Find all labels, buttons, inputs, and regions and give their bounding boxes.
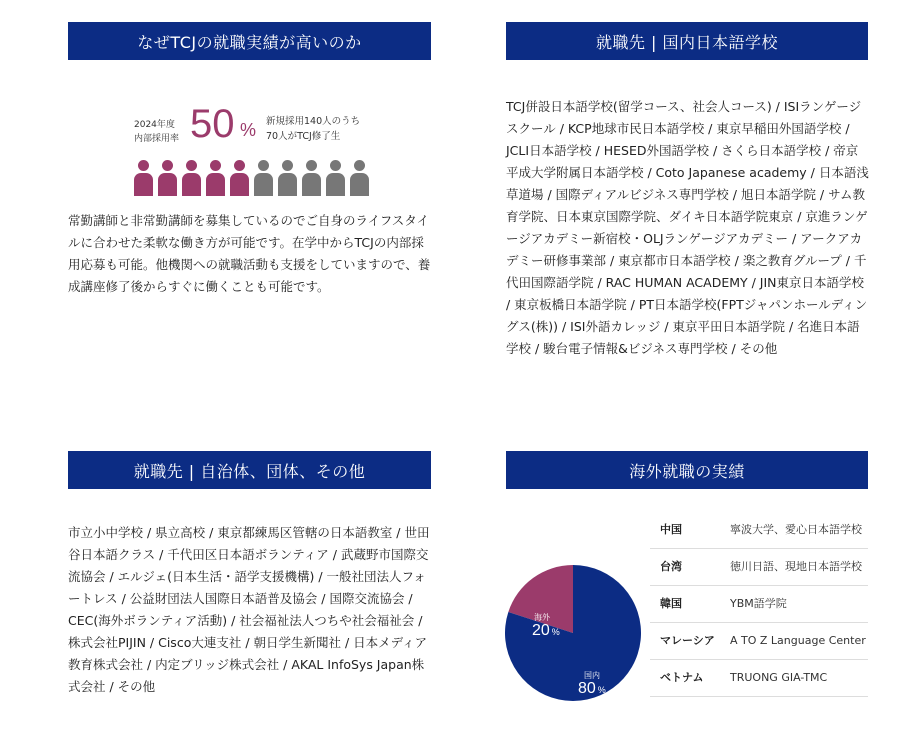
section-header-overseas	[506, 451, 868, 489]
stat-label-year: 2024年度	[134, 120, 175, 130]
country-employers: YBM語学院	[730, 597, 787, 610]
section-title: 就職先 | 自治体、団体、その他	[133, 461, 366, 481]
country-employers: A TO Z Language Center	[730, 634, 866, 647]
section-header-orgs	[68, 451, 431, 489]
orgs-list: 市立小中学校 / 県立高校 / 東京都練馬区管轄の日本語教室 / 世田谷日本語クラス / 千代田区日本語ボランティア / 武蔵野市国際交流協会 / エルジェ(日本生活・語学支援機構) / 一般社団法人フォートレス / 公益財団法人国際日本語普及協会 / 国際交流協会 / CEC(海外ボランティア活動) / 社会福祉法人つちや社会福祉会 / 株式会社PIJIN / Cisco大連支社 / 朝日学生新聞社 / 日本メディア教育株式会社 / 内定ブリッジ株式会社 / AKAL InfoSys Japan株式会社 / その他	[68, 525, 430, 694]
person-icon	[182, 160, 201, 196]
pie-value-unit: %	[597, 685, 606, 695]
country-employers: 寧波大学、愛心日本語学校	[730, 523, 862, 536]
country-name: 台湾	[660, 560, 682, 573]
overseas-country-table	[650, 512, 868, 697]
person-icon	[350, 160, 369, 196]
table-row	[650, 586, 868, 623]
stat-percent-sign: %	[240, 120, 257, 140]
country-name: マレーシア	[660, 634, 715, 647]
section-title: 就職先 | 国内日本語学校	[595, 32, 779, 52]
person-icon	[158, 160, 177, 196]
stat-note	[266, 114, 360, 144]
pie-value-number: 20	[532, 622, 550, 639]
pie-value-domestic	[578, 680, 606, 698]
section-title: なぜTCJの就職実績が高いのか	[137, 32, 362, 52]
domestic-overseas-pie-chart	[505, 565, 641, 701]
pie-label-overseas: 海外	[534, 613, 550, 622]
person-icon	[254, 160, 273, 196]
stat-note-line: 新規採用140人のうち	[266, 116, 361, 127]
stat-number: 50	[190, 102, 235, 146]
section-header-schools	[506, 22, 868, 60]
table-row	[650, 623, 868, 660]
person-icon	[206, 160, 225, 196]
pie-value-number: 80	[578, 680, 596, 697]
section-header-why	[68, 22, 431, 60]
pie-label-domestic: 国内	[584, 671, 600, 680]
stat-note-line: 70人がTCJ修了生	[266, 131, 341, 142]
hire-rate-description: 常勤講師と非常勤講師を募集しているのでご自身のライフスタイルに合わせた柔軟な働き方が可能です。在学中からTCJの内部採用応募も可能。他機関への就職活動も支援をしていますので、養成講座修了後からすぐに働くことも可能です。	[68, 213, 431, 294]
person-icon	[230, 160, 249, 196]
country-name: 韓国	[660, 597, 682, 610]
pie-value-overseas	[532, 622, 560, 640]
pie-value-unit: %	[551, 627, 560, 637]
stat-label	[134, 118, 179, 146]
person-icon	[302, 160, 321, 196]
table-row	[650, 549, 868, 586]
country-name: 中国	[660, 523, 682, 536]
section-title: 海外就職の実績	[629, 461, 745, 481]
stat-label-title: 内部採用率	[134, 134, 180, 144]
people-icon-row	[134, 160, 369, 196]
person-icon	[278, 160, 297, 196]
country-employers: 徳川日語、現地日本語学校	[730, 560, 862, 573]
person-icon	[134, 160, 153, 196]
table-row	[650, 660, 868, 697]
schools-list: TCJ併設日本語学校(留学コース、社会人コース) / ISIランゲージスクール / KCP地球市民日本語学校 / 東京早稲田外国語学校 / JCLI日本語学校 / HESED外国語学校 / さくら日本語学校 / 帝京平成大学附属日本語学校 / Coto Japanese academy / 日本語浅草道場 / 国際ディアルビジネス専門学校 / 旭日本語学院 / サム教育学院、日本東京国際学院、ダイキ日本語学院東京 / 京進ランゲージアカデミー新宿校・OLJランゲージアカデミー / アークアカデミー研修事業部 / 東京都市日本語学校 / 楽之教育グループ / 千代田国際語学院 / RAC HUMAN ACADEMY / JIN東京日本語学校 / 東京板橋日本語学院 / PT日本語学校(FPTジャパンホールディングス(株)) / ISI外語カレッジ / 東京平田日本語学院 / 名進日本語学校 / 駿台電子情報&ビジネス専門学校 / その他	[506, 99, 869, 356]
country-employers: TRUONG GIA-TMC	[730, 671, 828, 684]
person-icon	[326, 160, 345, 196]
internal-hire-rate-stat	[134, 104, 374, 204]
table-row	[650, 512, 868, 549]
country-name: ベトナム	[660, 671, 704, 684]
